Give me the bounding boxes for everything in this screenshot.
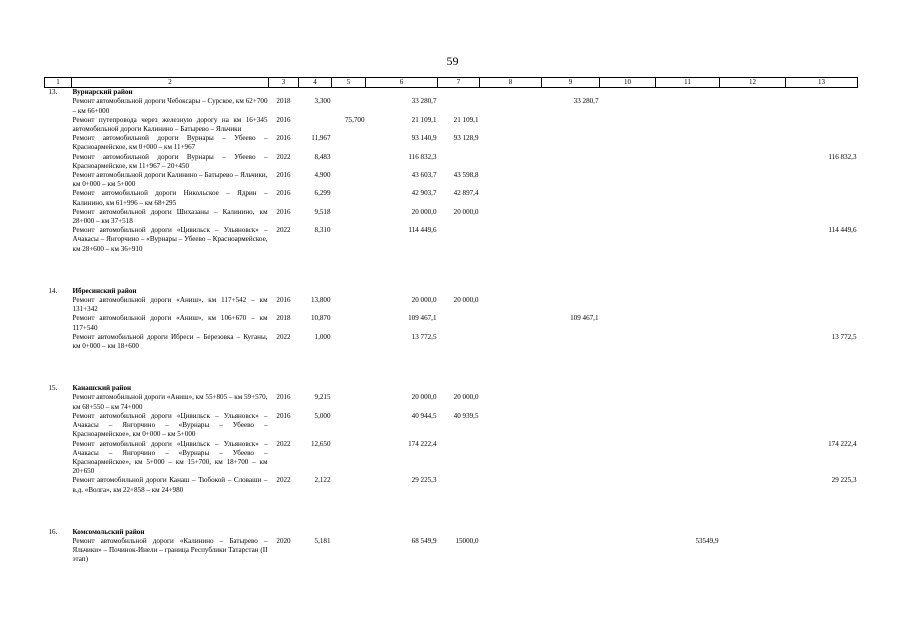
- value-cell-col-5: [332, 314, 366, 332]
- value-cell-col-5: [332, 440, 366, 477]
- column-header: 12: [720, 78, 786, 88]
- value-cell-col-5: [332, 97, 366, 115]
- value-cell-col-7: 20 000,0: [453, 296, 479, 305]
- column-header: 4: [299, 78, 332, 88]
- value-cell-col-3: 2022: [276, 226, 291, 235]
- value-cell-col-8: [480, 208, 542, 226]
- table-row: [45, 314, 858, 332]
- value-cell-col-11: 53549,9: [695, 536, 719, 545]
- column-header: 11: [656, 78, 720, 88]
- district-number: 14.: [48, 286, 58, 295]
- value-cell-col-9: [542, 440, 600, 477]
- value-cell-col-8: [480, 333, 542, 351]
- table-row: [45, 476, 858, 494]
- work-description: Ремонт автомобильной дороги Чебоксары – Сурское, км 62+700 – км 66+000: [72, 97, 268, 115]
- value-cell-col-12: [720, 476, 786, 494]
- value-cell-col-9: [542, 537, 600, 565]
- table-row: [45, 116, 858, 134]
- value-cell-col-6: 20 000,0: [411, 393, 437, 402]
- value-cell-col-13: [786, 208, 858, 226]
- value-cell-col-7: [438, 476, 480, 494]
- value-cell-col-4: [299, 116, 332, 134]
- value-cell-col-10: [600, 537, 656, 565]
- value-cell-col-3: 2022: [276, 152, 291, 161]
- value-cell-col-8: [480, 393, 542, 411]
- value-cell-col-9: [542, 226, 600, 254]
- empty-number-cell: [45, 208, 72, 226]
- value-cell-col-13: [786, 537, 858, 565]
- value-cell-col-6: 20 000,0: [411, 207, 437, 216]
- table-row: [45, 333, 858, 351]
- value-cell-col-8: [480, 171, 542, 189]
- value-cell-col-4: 12,650: [310, 439, 331, 448]
- value-cell-col-3: 2016: [276, 393, 291, 402]
- value-cell-col-5: [332, 153, 366, 171]
- work-description: Ремонт автомобильной дороги Шихазаны – Калинино, км 28+000 – км 37+518: [72, 207, 268, 226]
- value-cell-col-3: 2022: [276, 439, 291, 448]
- value-cell-col-6: 174 222,4: [408, 439, 437, 448]
- value-cell-col-12: [720, 440, 786, 477]
- table-row: [45, 226, 858, 254]
- value-cell-col-4: 13,800: [310, 296, 331, 305]
- value-cell-col-9: [542, 476, 600, 494]
- value-cell-col-4: 9,518: [314, 207, 331, 216]
- spacer-cell: [45, 351, 858, 384]
- value-cell-col-7: [438, 333, 480, 351]
- value-cell-col-4: 6,299: [314, 189, 331, 198]
- value-cell-col-13: 114 449,6: [828, 226, 857, 235]
- value-cell-col-10: [600, 171, 656, 189]
- value-cell-col-8: [480, 226, 542, 254]
- value-cell-col-9: [542, 412, 600, 440]
- empty-number-cell: [45, 314, 72, 332]
- empty-number-cell: [45, 476, 72, 494]
- value-cell-col-7: 40 939,5: [453, 411, 479, 420]
- value-cell-col-12: [720, 153, 786, 171]
- value-cell-col-10: [600, 412, 656, 440]
- empty-number-cell: [45, 537, 72, 565]
- empty-number-cell: [45, 116, 72, 134]
- work-description: Ремонт автомобильной дороги Вурнары – Убеево – Красноармейское, км 11+967 – 20+450: [72, 152, 268, 170]
- value-cell-col-9: 33 280,7: [573, 97, 599, 106]
- value-cell-col-7: [438, 226, 480, 254]
- value-cell-col-11: [656, 171, 720, 189]
- value-cell-col-6: 13 772,5: [411, 332, 437, 341]
- work-description: Ремонт автомобильной дороги Ибреси – Березовка – Куганы, км 0+000 – км 18+600: [72, 332, 268, 351]
- value-cell-col-4: 8,483: [314, 152, 331, 161]
- value-cell-col-11: [656, 226, 720, 254]
- table-row: [45, 189, 858, 207]
- value-cell-col-3: 2016: [276, 189, 291, 198]
- district-header-row: [45, 384, 858, 393]
- value-cell-col-8: [480, 412, 542, 440]
- column-header: 7: [438, 78, 480, 88]
- value-cell-col-13: [786, 393, 858, 411]
- value-cell-col-8: [480, 116, 542, 134]
- district-header-row: [45, 88, 858, 98]
- value-cell-col-13: [786, 412, 858, 440]
- value-cell-col-7: 42 897,4: [453, 189, 479, 198]
- value-cell-col-5: [332, 189, 366, 207]
- work-description: Ремонт путепровода через железную дорогу на км 16+345 автомобильной дороги Калинино – Батырево – Яльчики: [72, 115, 268, 134]
- value-cell-col-3: 2016: [276, 296, 291, 305]
- value-cell-col-11: [656, 189, 720, 207]
- column-header: 1: [45, 78, 72, 88]
- value-cell-col-9: [542, 153, 600, 171]
- value-cell-col-13: [786, 296, 858, 314]
- table-row: [45, 440, 858, 477]
- value-cell-col-12: [720, 208, 786, 226]
- value-cell-col-10: [600, 116, 656, 134]
- value-cell-col-4: 1,000: [314, 332, 331, 341]
- value-cell-col-12: [720, 412, 786, 440]
- value-cell-col-8: [480, 134, 542, 152]
- value-cell-col-3: 2018: [276, 314, 291, 323]
- value-cell-col-8: [480, 97, 542, 115]
- table-body: [45, 88, 858, 565]
- value-cell-col-7: 20 000,0: [453, 207, 479, 216]
- table-row: [45, 296, 858, 314]
- value-cell-col-6: 20 000,0: [411, 296, 437, 305]
- value-cell-col-5: [332, 412, 366, 440]
- value-cell-col-6: 43 603,7: [411, 171, 437, 180]
- value-cell-col-8: [480, 314, 542, 332]
- table-row: [45, 153, 858, 171]
- value-cell-col-10: [600, 314, 656, 332]
- value-cell-col-8: [480, 296, 542, 314]
- value-cell-col-11: [656, 97, 720, 115]
- value-cell-col-10: [600, 189, 656, 207]
- district-number: 16.: [48, 527, 58, 536]
- empty-number-cell: [45, 333, 72, 351]
- value-cell-col-5: [332, 171, 366, 189]
- table-row: [45, 208, 858, 226]
- value-cell-col-3: 2020: [276, 536, 291, 545]
- value-cell-col-3: 2016: [276, 115, 291, 124]
- district-number: 13.: [48, 88, 58, 97]
- work-description: Ремонт автомобильной дороги Никольское – Ядрин – Калинино, км 61+996 – км 68+295: [72, 189, 268, 207]
- value-cell-col-10: [600, 476, 656, 494]
- value-cell-col-4: 5,000: [314, 411, 331, 420]
- value-cell-col-9: [542, 189, 600, 207]
- value-cell-col-13: [786, 134, 858, 152]
- value-cell-col-13: [786, 189, 858, 207]
- value-cell-col-5: [332, 333, 366, 351]
- value-cell-col-11: [656, 116, 720, 134]
- value-cell-col-10: [600, 296, 656, 314]
- table-row: [45, 134, 858, 152]
- value-cell-col-12: [720, 189, 786, 207]
- section-spacer: [45, 351, 858, 384]
- column-header: 8: [480, 78, 542, 88]
- value-cell-col-4: 3,300: [314, 97, 331, 106]
- work-description: Ремонт автомобильной дороги Вурнары – Убеево – Красноармейское, км 0+000 – км 11+967: [72, 134, 268, 152]
- value-cell-col-12: [720, 393, 786, 411]
- value-cell-col-10: [600, 440, 656, 477]
- value-cell-col-3: 2022: [276, 476, 291, 485]
- section-spacer: [45, 254, 858, 287]
- value-cell-col-10: [600, 153, 656, 171]
- value-cell-col-4: 11,967: [311, 134, 331, 143]
- value-cell-col-11: [656, 134, 720, 152]
- district-name: Вурнарский район: [72, 88, 133, 97]
- value-cell-col-3: 2016: [276, 207, 291, 216]
- value-cell-col-10: [600, 333, 656, 351]
- value-cell-col-4: 10,870: [310, 314, 331, 323]
- value-cell-col-7: [438, 440, 480, 477]
- value-cell-col-7: 15000,0: [455, 536, 479, 545]
- work-description: Ремонт автомобильной дороги «Аниш», км 106+670 – км 117+540: [72, 314, 268, 332]
- value-cell-col-12: [720, 296, 786, 314]
- value-cell-col-7: 20 000,0: [453, 393, 479, 402]
- page-number: 59: [446, 54, 459, 68]
- value-cell-col-3: 2018: [276, 97, 291, 106]
- value-cell-col-7: [438, 97, 480, 115]
- empty-number-cell: [45, 153, 72, 171]
- value-cell-col-6: 29 225,3: [411, 476, 437, 485]
- value-cell-col-13: 29 225,3: [831, 476, 857, 485]
- column-header: 5: [332, 78, 366, 88]
- district-name: Канашский район: [72, 384, 132, 393]
- value-cell-col-3: 2016: [276, 134, 291, 143]
- value-cell-col-7: 21 109,1: [453, 115, 479, 124]
- value-cell-col-5: [332, 393, 366, 411]
- value-cell-col-6: 40 944,5: [411, 411, 437, 420]
- column-header: 2: [72, 78, 269, 88]
- value-cell-col-9: [542, 208, 600, 226]
- column-header: 9: [542, 78, 600, 88]
- table-row: [45, 393, 858, 411]
- value-cell-col-9: [542, 333, 600, 351]
- value-cell-col-4: 2,122: [314, 476, 331, 485]
- district-name: Ибресинский район: [72, 286, 137, 295]
- work-description: Ремонт автомобильной дороги «Цивильск – Ульяновск» – Ачакасы – Янгорчино – «Вурнары – Убеево – Красноармейское», км 5+000 – км 15+700, км 18+700 – км 20+650: [72, 439, 268, 476]
- value-cell-col-6: 109 467,1: [408, 314, 437, 323]
- value-cell-col-8: [480, 537, 542, 565]
- empty-number-cell: [45, 171, 72, 189]
- value-cell-col-6: 93 140,9: [411, 134, 437, 143]
- empty-number-cell: [45, 296, 72, 314]
- value-cell-col-4: 9,215: [314, 393, 331, 402]
- value-cell-col-7: [438, 314, 480, 332]
- value-cell-col-4: 5,181: [314, 536, 331, 545]
- column-header: 13: [786, 78, 858, 88]
- value-cell-col-11: [656, 296, 720, 314]
- table-row: [45, 97, 858, 115]
- value-cell-col-12: [720, 171, 786, 189]
- district-number: 15.: [48, 384, 58, 393]
- value-cell-col-13: [786, 171, 858, 189]
- value-cell-col-11: [656, 208, 720, 226]
- value-cell-col-13: [786, 116, 858, 134]
- empty-number-cell: [45, 440, 72, 477]
- spacer-cell: [45, 254, 858, 287]
- empty-number-cell: [45, 412, 72, 440]
- work-description: Ремонт автомобильной дороги «Цивильск – Ульяновск» – Ачакасы – Янгорчино – «Вурнары – Убеево – Красноармейское», км 0+000 – км 5+000: [72, 411, 268, 439]
- value-cell-col-12: [720, 333, 786, 351]
- value-cell-col-12: [720, 97, 786, 115]
- value-cell-col-3: 2016: [276, 171, 291, 180]
- column-header: 6: [366, 78, 438, 88]
- table-row: [45, 171, 858, 189]
- value-cell-col-7: [438, 153, 480, 171]
- value-cell-col-9: [542, 171, 600, 189]
- value-cell-col-9: [542, 296, 600, 314]
- work-description: Ремонт автомобильной дороги «Аниш», км 117+542 – км 131+342: [72, 296, 268, 314]
- value-cell-col-9: [542, 393, 600, 411]
- value-cell-col-3: 2022: [276, 332, 291, 341]
- empty-number-cell: [45, 393, 72, 411]
- value-cell-col-12: [720, 537, 786, 565]
- work-description: Ремонт автомобильной дороги «Цивильск – Ульяновск» – Ачакасы – Янгорчино – «Вурнары – Убеево – Красноармейское, км 28+600 – км 36+910: [72, 226, 268, 253]
- value-cell-col-11: [656, 393, 720, 411]
- district-header-row: [45, 287, 858, 296]
- value-cell-col-6: 68 549,9: [411, 536, 437, 545]
- value-cell-col-7: 93 128,9: [453, 134, 479, 143]
- column-header: 10: [600, 78, 656, 88]
- spacer-cell: [45, 495, 858, 528]
- value-cell-col-10: [600, 226, 656, 254]
- value-cell-col-8: [480, 189, 542, 207]
- work-description: Ремонт автомобильной дороги Канаш – Тюбокой – Словаши – в.д. «Волга», км 22+858 – км 24+980: [72, 476, 268, 494]
- value-cell-col-8: [480, 440, 542, 477]
- empty-number-cell: [45, 134, 72, 152]
- value-cell-col-6: 114 449,6: [408, 226, 437, 235]
- value-cell-col-6: 42 903,7: [411, 189, 437, 198]
- value-cell-col-8: [480, 153, 542, 171]
- value-cell-col-11: [656, 153, 720, 171]
- value-cell-col-7: 43 598,8: [453, 171, 479, 180]
- value-cell-col-13: [786, 97, 858, 115]
- empty-number-cell: [45, 189, 72, 207]
- value-cell-col-10: [600, 393, 656, 411]
- value-cell-col-12: [720, 314, 786, 332]
- value-cell-col-6: 33 280,7: [411, 97, 437, 106]
- road-repair-table: [44, 77, 858, 565]
- value-cell-col-5: [332, 296, 366, 314]
- value-cell-col-12: [720, 116, 786, 134]
- table-row: [45, 412, 858, 440]
- value-cell-col-4: 8,310: [314, 226, 331, 235]
- value-cell-col-10: [600, 208, 656, 226]
- value-cell-col-4: 4,900: [314, 171, 331, 180]
- district-name: Комсомольский район: [72, 527, 145, 536]
- value-cell-col-11: [656, 440, 720, 477]
- value-cell-col-5: 75,700: [344, 115, 365, 124]
- section-spacer: [45, 495, 858, 528]
- value-cell-col-13: 116 832,3: [828, 152, 857, 161]
- value-cell-col-3: 2016: [276, 411, 291, 420]
- value-cell-col-5: [332, 226, 366, 254]
- value-cell-col-10: [600, 97, 656, 115]
- value-cell-col-13: [786, 314, 858, 332]
- value-cell-col-5: [332, 134, 366, 152]
- work-description: Ремонт автомобильной дороги Калинино – Батырево – Яльчики, км 0+000 – км 5+000: [72, 171, 268, 189]
- value-cell-col-13: 13 772,5: [831, 332, 857, 341]
- value-cell-col-9: [542, 134, 600, 152]
- value-cell-col-11: [656, 333, 720, 351]
- value-cell-col-9: [542, 116, 600, 134]
- value-cell-col-11: [656, 476, 720, 494]
- value-cell-col-11: [656, 314, 720, 332]
- work-description: Ремонт автомобильной дороги «Аниш», км 55+805 – км 59+570, км 68+550 – км 74+000: [72, 393, 268, 411]
- value-cell-col-12: [720, 226, 786, 254]
- value-cell-col-12: [720, 134, 786, 152]
- value-cell-col-5: [332, 476, 366, 494]
- value-cell-col-6: 21 109,1: [411, 115, 437, 124]
- value-cell-col-11: [656, 412, 720, 440]
- value-cell-col-13: 174 222,4: [828, 439, 857, 448]
- empty-number-cell: [45, 97, 72, 115]
- table-row: [45, 537, 858, 565]
- column-header: 3: [269, 78, 299, 88]
- value-cell-col-10: [600, 134, 656, 152]
- empty-number-cell: [45, 226, 72, 254]
- district-header-row: [45, 528, 858, 537]
- work-description: Ремонт автомобильной дороги «Калинино – Батырево – Яльчики» – Починок-Инели – граница Республики Татарстан (II этап): [72, 536, 268, 564]
- column-number-header-row: [45, 78, 858, 88]
- value-cell-col-9: 109 467,1: [570, 314, 599, 323]
- value-cell-col-5: [332, 208, 366, 226]
- value-cell-col-6: 116 832,3: [408, 152, 437, 161]
- value-cell-col-5: [332, 537, 366, 565]
- value-cell-col-8: [480, 476, 542, 494]
